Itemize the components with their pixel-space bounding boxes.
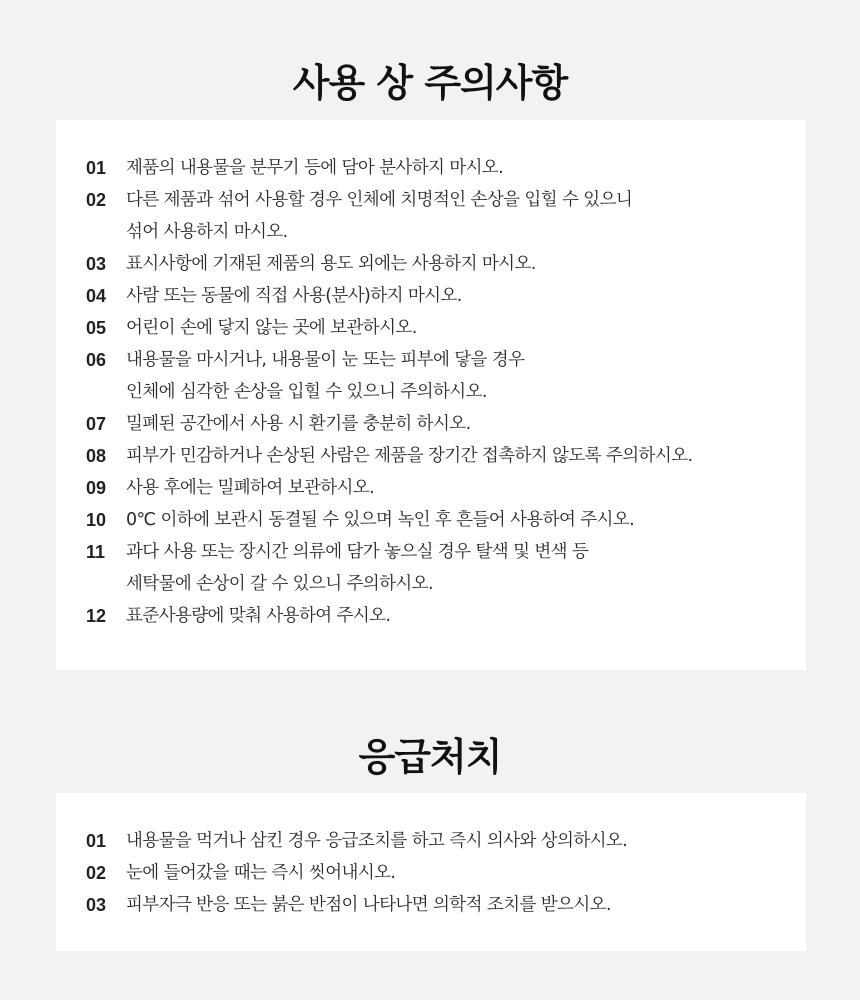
item-number: 04 xyxy=(86,286,107,306)
cautions-list xyxy=(86,152,786,632)
item-text-line: 세탁물에 손상이 갈 수 있으니 주의하시오. xyxy=(126,574,433,594)
item-text-line: 과다 사용 또는 장시간 의류에 담가 놓으실 경우 탈색 및 변색 등 xyxy=(126,542,589,562)
item-number: 12 xyxy=(86,606,107,626)
item-number: 02 xyxy=(86,190,107,210)
first-aid-title: 응급처치 xyxy=(358,735,502,779)
item-text xyxy=(126,184,632,248)
item-text-line: 표준사용량에 맞춰 사용하여 주시오. xyxy=(126,606,391,626)
list-item xyxy=(86,825,786,857)
item-text xyxy=(126,440,692,472)
item-text-line: 인체에 심각한 손상을 입힐 수 있으니 주의하시오. xyxy=(126,382,487,402)
cautions-title: 사용 상 주의사항 xyxy=(292,61,568,105)
item-text-line: 피부자극 반응 또는 붉은 반점이 나타나면 의학적 조치를 받으시오. xyxy=(126,895,611,915)
cautions-panel xyxy=(56,120,806,670)
list-item xyxy=(86,152,786,184)
list-item xyxy=(86,248,786,280)
list-item xyxy=(86,408,786,440)
list-item xyxy=(86,536,786,600)
item-text-line: 밀폐된 공간에서 사용 시 환기를 충분히 하시오. xyxy=(126,414,471,434)
item-text-line: 내용물을 먹거나 삼킨 경우 응급조치를 하고 즉시 의사와 상의하시오. xyxy=(126,831,628,851)
item-text xyxy=(126,152,503,184)
list-item xyxy=(86,280,786,312)
list-item xyxy=(86,857,786,889)
list-item xyxy=(86,889,786,921)
item-text xyxy=(126,825,627,857)
item-text xyxy=(126,344,524,408)
item-text xyxy=(126,889,611,921)
item-text-line: 다른 제품과 섞어 사용할 경우 인체에 치명적인 손상을 입힐 수 있으니 xyxy=(126,190,633,210)
item-number: 07 xyxy=(86,414,107,434)
item-text xyxy=(126,472,374,504)
item-text-line: 눈에 들어갔을 때는 즉시 씻어내시오. xyxy=(126,863,396,883)
item-number: 09 xyxy=(86,478,107,498)
item-number: 03 xyxy=(86,895,107,915)
item-number: 06 xyxy=(86,350,107,370)
item-text-line: 제품의 내용물을 분무기 등에 담아 분사하지 마시오. xyxy=(126,158,504,178)
first-aid-list xyxy=(86,825,786,921)
item-text-line: 섞어 사용하지 마시오. xyxy=(126,222,288,242)
list-item xyxy=(86,440,786,472)
item-number: 10 xyxy=(86,510,107,530)
item-text-line: 내용물을 마시거나, 내용물이 눈 또는 피부에 닿을 경우 xyxy=(126,350,525,370)
item-text xyxy=(126,504,634,536)
list-item xyxy=(86,472,786,504)
item-number: 11 xyxy=(86,542,106,562)
item-text xyxy=(126,408,471,440)
list-item xyxy=(86,600,786,632)
item-number: 05 xyxy=(86,318,107,338)
first-aid-panel xyxy=(56,793,806,951)
list-item xyxy=(86,184,786,248)
list-item xyxy=(86,344,786,408)
item-text-line: 0℃ 이하에 보관시 동결될 수 있으며 녹인 후 흔들어 사용하여 주시오. xyxy=(126,510,635,530)
item-number: 08 xyxy=(86,446,107,466)
item-text-line: 사람 또는 동물에 직접 사용(분사)하지 마시오. xyxy=(126,286,462,306)
item-number: 01 xyxy=(86,158,107,178)
item-number: 03 xyxy=(86,254,107,274)
item-text-line: 사용 후에는 밀폐하여 보관하시오. xyxy=(126,478,375,498)
item-text xyxy=(126,280,462,312)
item-number: 02 xyxy=(86,863,107,883)
item-text xyxy=(126,248,536,280)
item-number: 01 xyxy=(86,831,107,851)
list-item xyxy=(86,504,786,536)
item-text-line: 어린이 손에 닿지 않는 곳에 보관하시오. xyxy=(126,318,417,338)
item-text-line: 피부가 민감하거나 손상된 사람은 제품을 장기간 접촉하지 않도록 주의하시오. xyxy=(126,446,693,466)
item-text xyxy=(126,536,588,600)
list-item xyxy=(86,312,786,344)
item-text-line: 표시사항에 기재된 제품의 용도 외에는 사용하지 마시오. xyxy=(126,254,536,274)
item-text xyxy=(126,600,390,632)
item-text xyxy=(126,857,395,889)
item-text xyxy=(126,312,417,344)
